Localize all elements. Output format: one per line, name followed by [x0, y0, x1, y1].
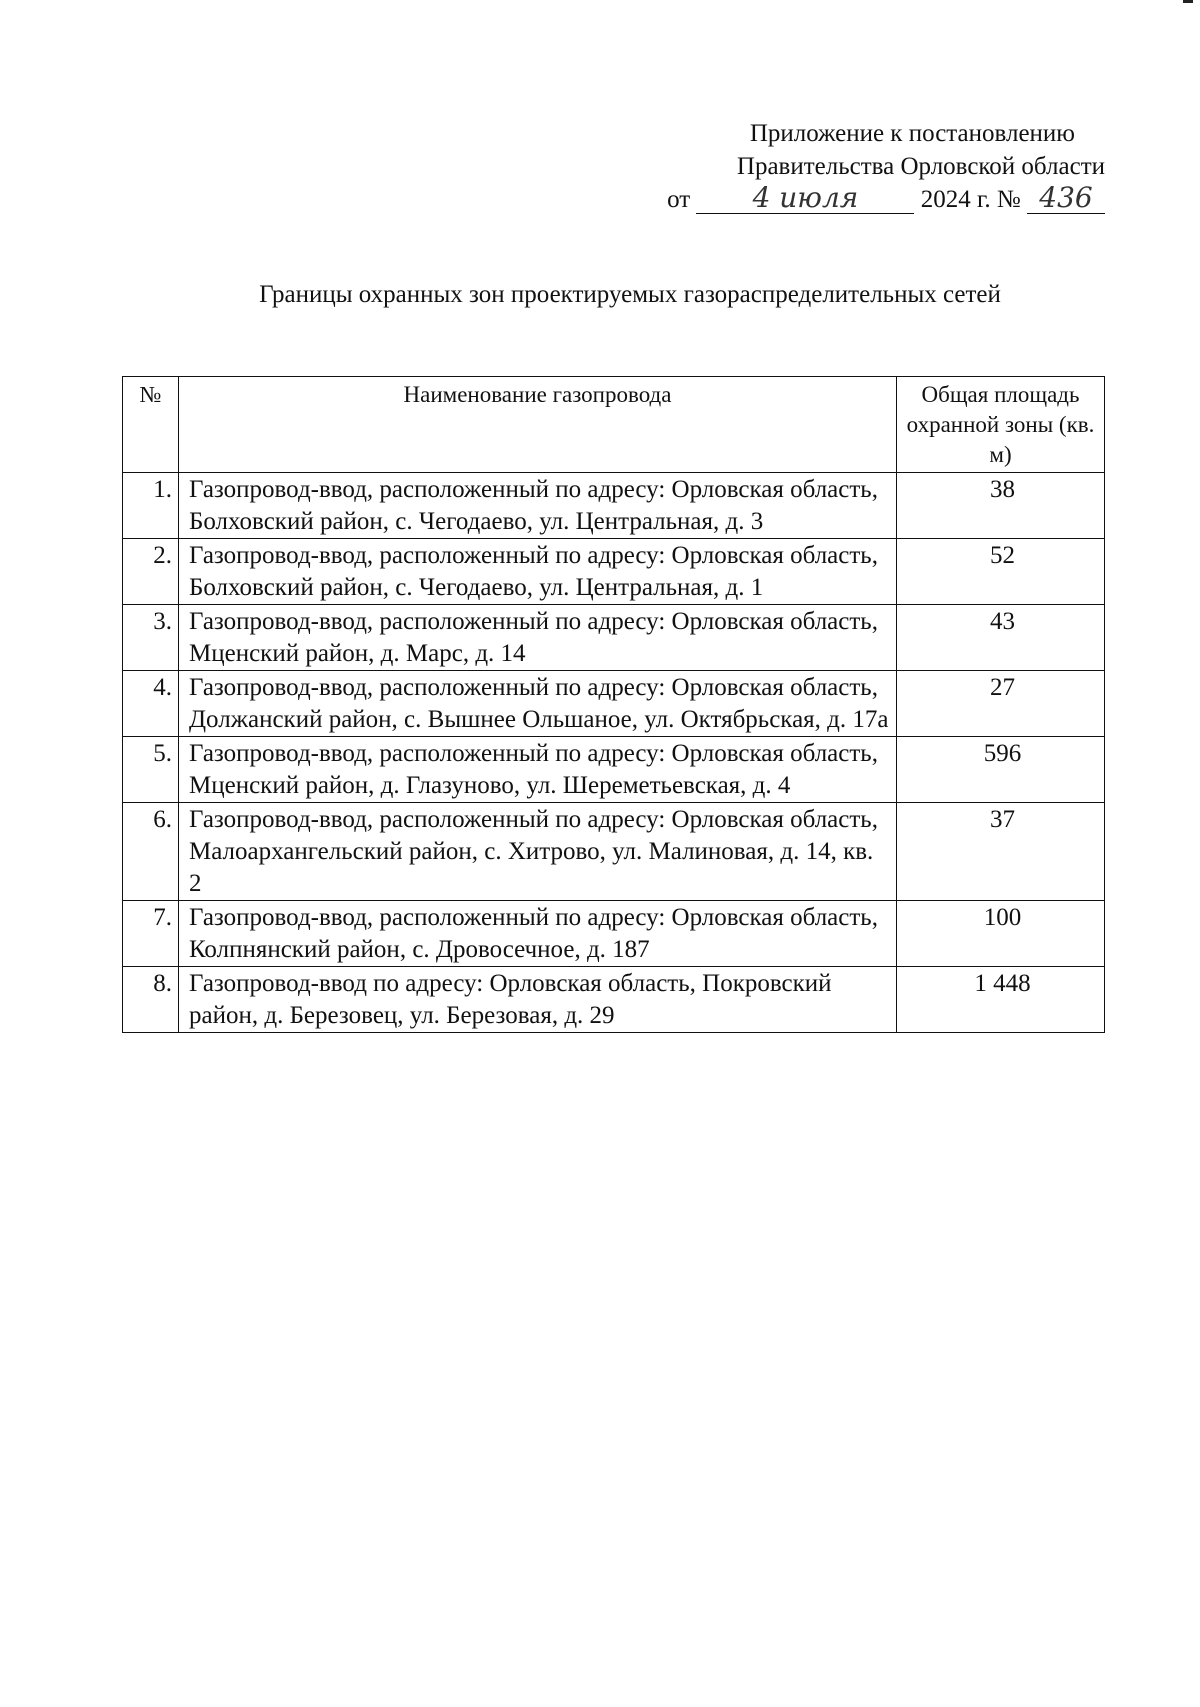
- table-row: [123, 605, 1105, 671]
- pipeline-name: Газопровод-ввод по адресу: Орловская область, Покровский район, д. Березовец, ул. Березовая, д. 29: [179, 967, 897, 1033]
- zone-area: 596: [897, 737, 1105, 803]
- pipeline-name: Газопровод-ввод, расположенный по адресу: Орловская область, Мценский район, д. Марс, д. 14: [179, 605, 897, 671]
- pipeline-name: Газопровод-ввод, расположенный по адресу: Орловская область, Мценский район, д. Глазуново, ул. Шереметьевская, д. 4: [179, 737, 897, 803]
- pipeline-name: Газопровод-ввод, расположенный по адресу: Орловская область, Малоархангельский район, с. Хитрово, ул. Малиновая, д. 14, кв. 2: [179, 803, 897, 901]
- row-number: 8.: [123, 967, 179, 1033]
- pipeline-name: Газопровод-ввод, расположенный по адресу: Орловская область, Болховский район, с. Чегодаево, ул. Центральная, д. 1: [179, 539, 897, 605]
- table-row: [123, 473, 1105, 539]
- zone-area: 1 448: [897, 967, 1105, 1033]
- pipeline-name: Газопровод-ввод, расположенный по адресу: Орловская область, Должанский район, с. Вышнее Ольшаное, ул. Октябрьская, д. 17а: [179, 671, 897, 737]
- year-label: 2024 г. №: [920, 186, 1021, 213]
- row-number: 6.: [123, 803, 179, 901]
- header-total-area: Общая площадь охранной зоны (кв. м): [897, 377, 1105, 473]
- row-number: 7.: [123, 901, 179, 967]
- table-row: [123, 671, 1105, 737]
- scan-artifact-mark: [1183, 0, 1193, 3]
- header-pipeline-name: Наименование газопровода: [179, 377, 897, 473]
- pipeline-name: Газопровод-ввод, расположенный по адресу: Орловская область, Колпнянский район, с. Дровосечное, д. 187: [179, 901, 897, 967]
- appendix-header-line2: Правительства Орловской области: [736, 153, 1105, 180]
- zone-area: 27: [897, 671, 1105, 737]
- table-row: [123, 803, 1105, 901]
- appendix-date-line: [640, 183, 1105, 216]
- zone-area: 37: [897, 803, 1105, 901]
- document-title: Границы охранных зон проектируемых газораспределительных сетей: [259, 281, 1001, 308]
- gas-pipeline-zones-table: [122, 376, 1105, 1033]
- row-number: 5.: [123, 737, 179, 803]
- table-row: [123, 539, 1105, 605]
- row-number: 2.: [123, 539, 179, 605]
- zone-area: 100: [897, 901, 1105, 967]
- zone-area: 38: [897, 473, 1105, 539]
- row-number: 3.: [123, 605, 179, 671]
- zone-area: 43: [897, 605, 1105, 671]
- appendix-header-line1: Приложение к постановлению: [749, 120, 1075, 147]
- pipeline-name: Газопровод-ввод, расположенный по адресу: Орловская область, Болховский район, с. Чегодаево, ул. Центральная, д. 3: [179, 473, 897, 539]
- table-row: [123, 967, 1105, 1033]
- appendix-header: [640, 117, 1105, 216]
- handwritten-date: 4 июля: [696, 183, 914, 214]
- handwritten-number: 436: [1027, 183, 1105, 214]
- table-row: [123, 901, 1105, 967]
- from-label: от: [667, 186, 691, 213]
- table-row: [123, 737, 1105, 803]
- zone-area: 52: [897, 539, 1105, 605]
- row-number: 4.: [123, 671, 179, 737]
- table-header-row: [123, 377, 1105, 473]
- header-number: №: [123, 377, 179, 473]
- row-number: 1.: [123, 473, 179, 539]
- table-body: [123, 473, 1105, 1033]
